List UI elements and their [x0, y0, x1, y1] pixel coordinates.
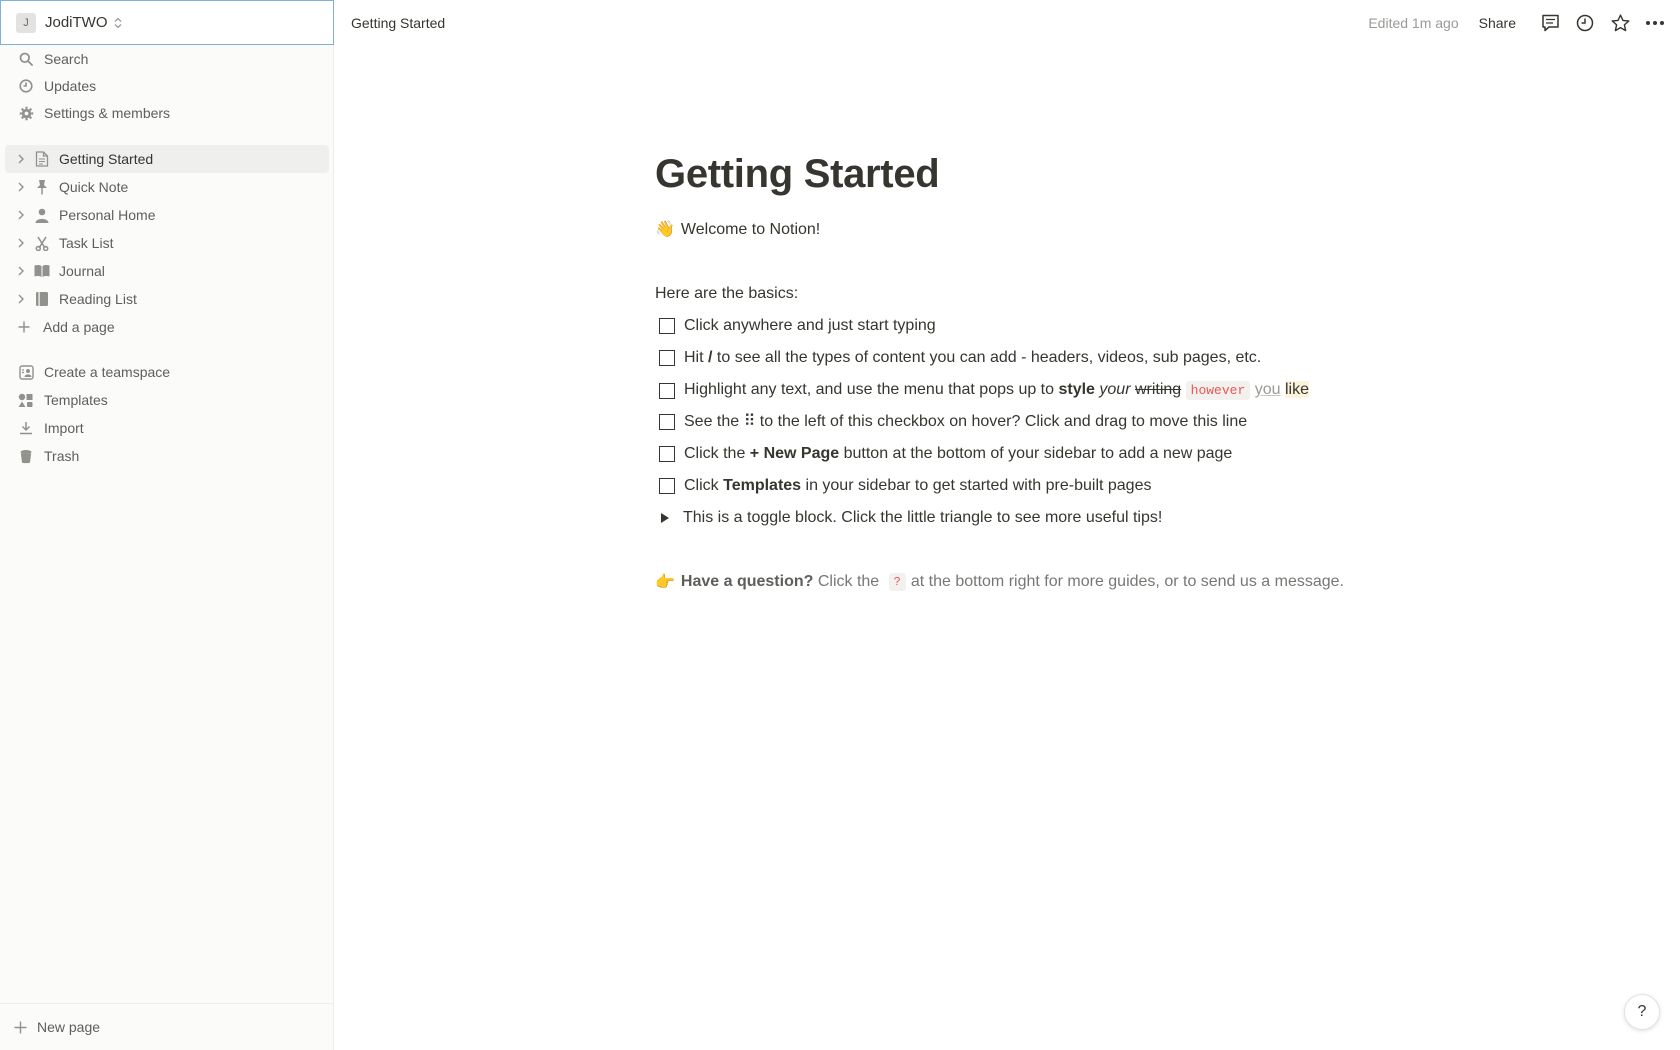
todo-checkbox[interactable] [659, 446, 675, 462]
new-page-label: New page [37, 1019, 101, 1035]
plus-icon [14, 1021, 27, 1034]
breadcrumb[interactable]: Getting Started [351, 14, 446, 31]
sidebar-item-label: Task List [59, 235, 114, 251]
sidebar-item-updates[interactable] [5, 72, 329, 100]
document-icon [33, 150, 51, 168]
chevron-right-icon[interactable] [13, 210, 29, 220]
comment-icon[interactable] [1535, 8, 1565, 38]
todo-text: See the ⠿ to the left of this checkbox on hover? Click and drag to move this line [684, 413, 1248, 430]
todo-checkbox[interactable] [659, 383, 675, 399]
welcome-block[interactable] [655, 218, 820, 242]
sidebar-item-label: Getting Started [59, 151, 154, 167]
question-callout[interactable] [655, 572, 1344, 592]
todo-checkbox[interactable] [659, 350, 675, 366]
sidebar-item-label: Reading List [59, 291, 137, 307]
welcome-text: Welcome to Notion! [680, 221, 821, 238]
question-mark-code: ? [889, 573, 906, 591]
share-button[interactable]: Share [1478, 14, 1516, 31]
gear-icon [17, 104, 35, 122]
todo-text: Hit / to see all the types of content you can add - headers, videos, sub pages, etc. [684, 349, 1262, 366]
plus-icon [15, 318, 33, 336]
history-icon[interactable] [1570, 8, 1600, 38]
sidebar-item-personal-home[interactable] [5, 201, 329, 229]
drag-handle-icon: ⠿ [743, 413, 756, 430]
edited-timestamp: Edited 1m ago [1368, 14, 1459, 31]
scissors-icon [33, 234, 51, 252]
todo-text: Click the + New Page button at the bottom of your sidebar to add a new page [684, 445, 1233, 462]
help-button[interactable]: ? [1624, 994, 1660, 1030]
sidebar-item-getting-started[interactable] [5, 145, 329, 173]
workspace-switcher[interactable] [0, 0, 334, 45]
wave-emoji: 👋 [655, 221, 675, 238]
sidebar-item-label: Quick Note [59, 179, 129, 195]
sidebar-item-journal[interactable] [5, 257, 329, 285]
toggle-block[interactable] [655, 506, 1162, 530]
sidebar-item-label: Settings & members [44, 105, 171, 121]
new-page-button[interactable] [0, 1003, 333, 1050]
notebook-icon [33, 290, 51, 308]
sidebar-item-label: Create a teamspace [44, 364, 171, 380]
todo-checkbox[interactable] [659, 478, 675, 494]
sidebar-item-trash[interactable] [5, 442, 329, 470]
toggle-triangle-icon[interactable] [661, 513, 669, 523]
sidebar-item-label: Journal [59, 263, 105, 279]
page-content [655, 150, 1375, 591]
chevron-right-icon[interactable] [13, 266, 29, 276]
chevron-right-icon[interactable] [13, 294, 29, 304]
download-icon [17, 419, 35, 437]
add-page-label: Add a page [43, 319, 115, 335]
page-title[interactable]: Getting Started [655, 152, 940, 196]
more-options-icon[interactable] [1640, 8, 1670, 38]
pointing-emoji: 👉 [655, 574, 675, 591]
workspace-avatar: J [16, 13, 36, 33]
todo-checkbox[interactable] [659, 414, 675, 430]
clock-icon [17, 77, 35, 95]
topbar-actions [1368, 0, 1670, 45]
sidebar-item-label: Trash [44, 448, 80, 464]
todo-checkbox[interactable] [659, 318, 675, 334]
add-page-button[interactable] [5, 313, 329, 341]
pin-icon [33, 178, 51, 196]
sidebar-item-label: Search [44, 51, 89, 67]
shapes-icon [17, 391, 35, 409]
trash-icon [17, 447, 35, 465]
person-icon [33, 206, 51, 224]
book-icon [33, 262, 51, 280]
todo-text: Click Templates in your sidebar to get started with pre-built pages [684, 477, 1152, 494]
question-bold: Have a question? [680, 573, 814, 590]
sidebar-item-search[interactable] [5, 45, 329, 73]
chevron-right-icon[interactable] [13, 238, 29, 248]
sidebar-item-label: Personal Home [59, 207, 156, 223]
sidebar [0, 0, 334, 1050]
chevron-up-down-icon [114, 17, 122, 29]
teamspace-icon [17, 363, 35, 381]
todo-text: Click anywhere and just start typing [684, 317, 936, 334]
sidebar-item-label: Updates [44, 78, 97, 94]
topbar [335, 0, 1680, 45]
search-icon [17, 50, 35, 68]
sidebar-item-templates[interactable] [5, 386, 329, 414]
sidebar-item-label: Templates [44, 392, 108, 408]
chevron-right-icon[interactable] [13, 182, 29, 192]
sidebar-item-quick-note[interactable] [5, 173, 329, 201]
todo-item[interactable] [655, 346, 1261, 370]
sidebar-item-settings[interactable] [5, 99, 329, 127]
sidebar-item-label: Import [44, 420, 84, 436]
chevron-right-icon[interactable] [13, 154, 29, 164]
sidebar-item-task-list[interactable] [5, 229, 329, 257]
todo-item[interactable] [655, 378, 1309, 403]
basics-text[interactable]: Here are the basics: [655, 285, 799, 302]
star-icon[interactable] [1605, 8, 1635, 38]
todo-item[interactable] [655, 442, 1232, 466]
toggle-text: This is a toggle block. Click the little triangle to see more useful tips! [683, 509, 1163, 526]
sidebar-item-reading-list[interactable] [5, 285, 329, 313]
todo-item[interactable] [655, 474, 1151, 498]
workspace-name: JodiTWO [45, 14, 108, 31]
sidebar-item-import[interactable] [5, 414, 329, 442]
todo-item[interactable] [655, 314, 936, 338]
question-text: Click the [813, 573, 884, 590]
sidebar-item-create-teamspace[interactable] [5, 358, 329, 386]
question-text: at the bottom right for more guides, or to send us a message. [910, 573, 1344, 590]
todo-text: Highlight any text, and use the menu that pops up to style your writing however you like [684, 381, 1309, 398]
todo-item[interactable] [655, 410, 1247, 434]
